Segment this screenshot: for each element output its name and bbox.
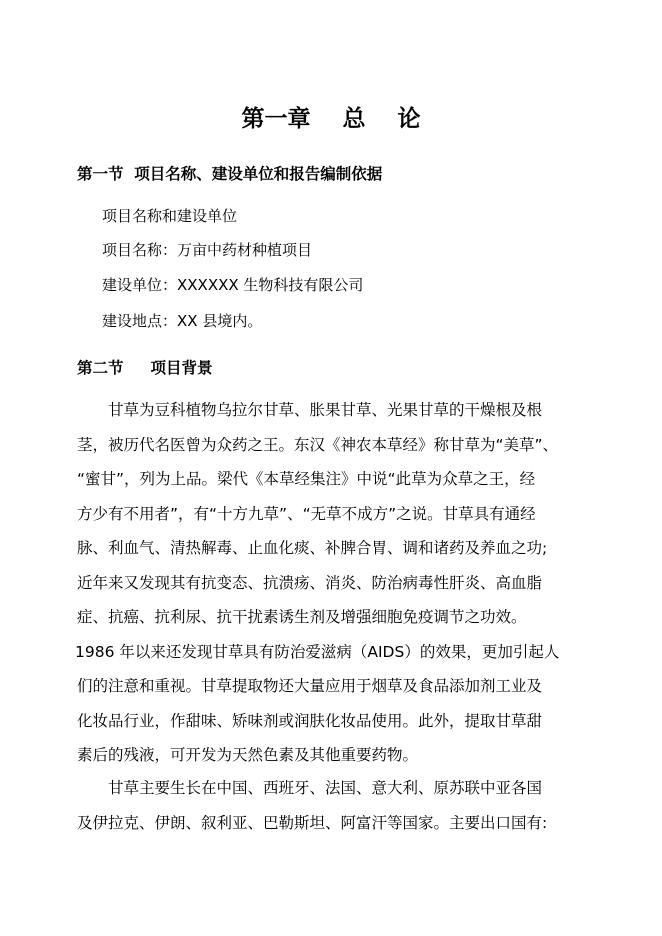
paragraph-line: 方少有不用者”，有“十方九草”、“无草不成方”之说。甘草具有通经 [77, 504, 536, 523]
paragraph-line: 们的注意和重视。甘草提取物还大量应用于烟草及食品添加剂工业及 [77, 677, 543, 695]
project-name-and-builder-label: 项目名称和建设单位 [102, 207, 238, 225]
paragraph-line: 化妆品行业，作甜味、矫味剂或润肤化妆品使用。此外，提取甘草甜 [77, 711, 543, 730]
paragraph-line: 近年来又发现其有抗变态、抗溃疡、消炎、防治病毒性肝炎、高血脂 [77, 573, 543, 592]
paragraph-line: 甘草为豆科植物乌拉尔甘草、胀果甘草、光果甘草的干燥根及根 [108, 401, 543, 419]
background-paragraph-2 [77, 771, 597, 840]
chapter-title: 第一章 总 论 [241, 106, 421, 132]
paragraph-line: 及伊拉克、伊朗、叙利亚、巴勒斯坦、阿富汗等国家。主要出口国有: [77, 813, 548, 832]
builder-unit-line: 建设单位：XXXXXX 生物科技有限公司 [102, 276, 364, 294]
paragraph-line: 症、抗癌、抗利尿、抗干扰素诱生剂及增强细胞免疫调节之功效。 [77, 608, 527, 626]
paragraph-line: 甘草主要生长在中国、西班牙、法国、意大利、原苏联中亚各国 [108, 779, 543, 797]
paragraph-line: 1986 年以来还发现甘草具有防治爱滋病（AIDS）的效果，更加引起人 [75, 642, 560, 661]
paragraph-line: 脉、利血气、清热解毒、止血化痰、补脾合胃、调和诸药及养血之功; [77, 539, 548, 557]
paragraph-line: “蜜甘”，列为上品。梁代《本草经集注》中说“此草为众草之王，经 [77, 470, 536, 488]
paragraph-line: 茎，被历代名医曾为众药之王。东汉《神农本草经》称甘草为“美草”、 [77, 435, 559, 454]
build-location-line: 建设地点：XX 县境内。 [102, 312, 263, 330]
background-paragraph-1 [77, 393, 597, 773]
section-2-heading: 第二节 项目背景 [77, 359, 213, 377]
paragraph-line: 素后的残液，可开发为天然色素及其他重要药物。 [77, 746, 419, 764]
project-name-line: 项目名称：万亩中药材种植项目 [102, 241, 313, 259]
section-1-heading: 第一节 项目名称、建设单位和报告编制依据 [77, 165, 383, 183]
